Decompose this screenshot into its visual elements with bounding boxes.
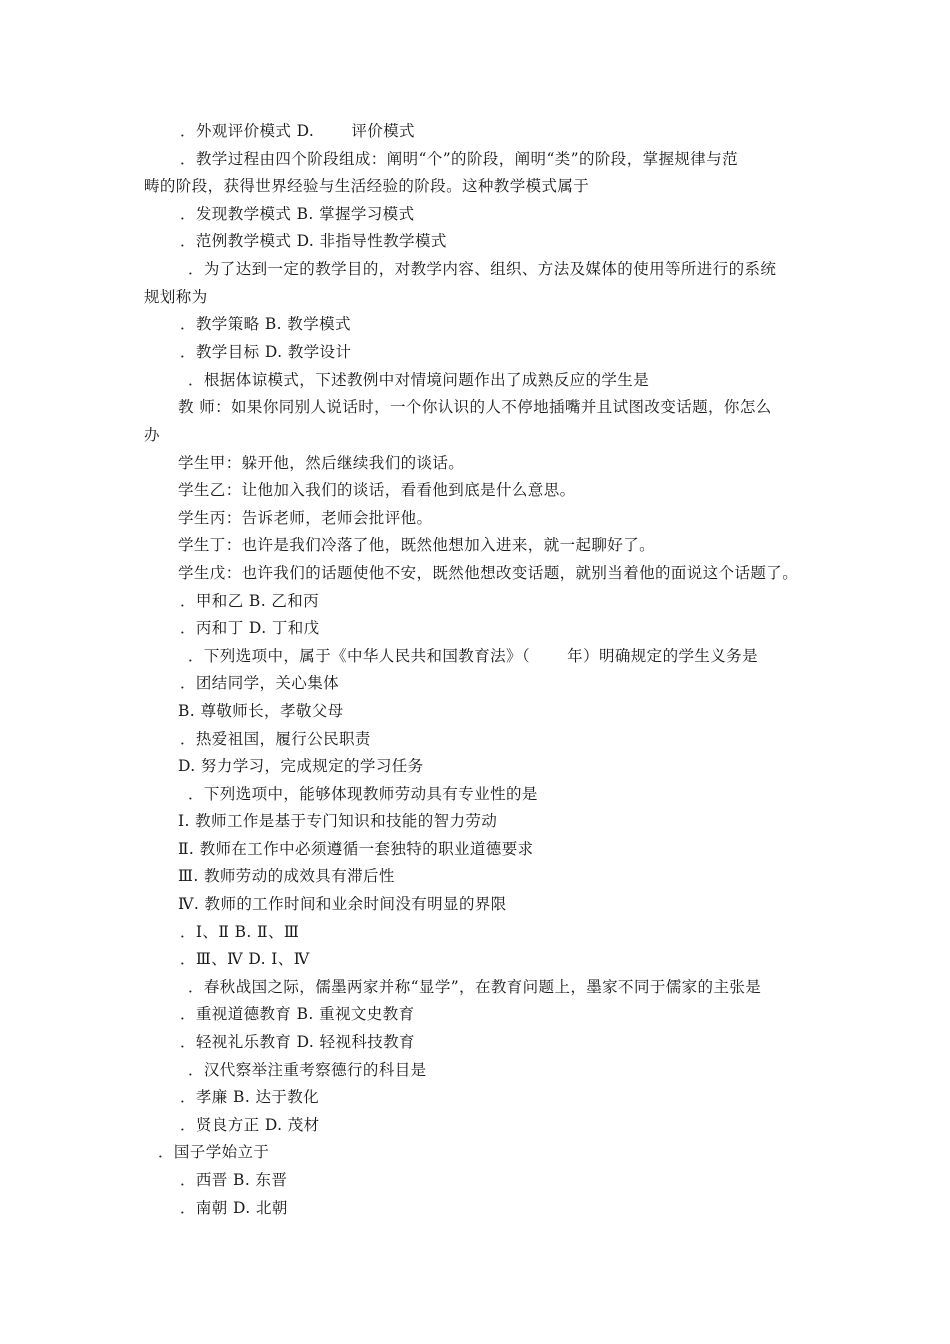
- text-line: 规划称为: [144, 288, 208, 306]
- text-line: Ⅰ. 教师工作是基于专门知识和技能的智力劳动: [178, 812, 498, 830]
- text-line: ．根据体谅模式，下述教例中对情境问题作出了成熟反应的学生是: [188, 371, 650, 389]
- text-line: ．轻视礼乐教育 D. 轻视科技教育: [180, 1033, 415, 1051]
- text-line: ．教学过程由四个阶段组成：阐明“个”的阶段，阐明“类”的阶段，掌握规律与范: [180, 150, 738, 168]
- text-line: ．外观评价模式 D. 评价模式: [180, 122, 415, 140]
- text-line: ．春秋战国之际，儒墨两家并称“显学”，在教育问题上，墨家不同于儒家的主张是: [188, 978, 762, 996]
- text-line: ．丙和丁 D. 丁和戊: [180, 619, 320, 637]
- text-line: ．下列选项中，属于《中华人民共和国教育法》（ 年）明确规定的学生义务是: [188, 647, 758, 665]
- text-line: ．孝廉 B. 达于教化: [180, 1088, 320, 1106]
- text-line: 学生戊：也许我们的话题使他不安，既然他想改变话题，就别当着他的面说这个话题了。: [178, 564, 799, 582]
- text-line: 办: [144, 426, 160, 444]
- text-line: ．团结同学，关心集体: [180, 674, 340, 692]
- text-line: ．为了达到一定的教学目的，对教学内容、组织、方法及媒体的使用等所进行的系统: [188, 260, 777, 278]
- text-line: 学生乙：让他加入我们的谈话，看看他到底是什么意思。: [178, 481, 576, 499]
- text-line: 教 师：如果你同别人说话时，一个你认识的人不停地插嘴并且试图改变话题，你怎么: [178, 398, 772, 416]
- text-line: ．甲和乙 B. 乙和丙: [180, 592, 320, 610]
- text-line: Ⅲ. 教师劳动的成效具有滞后性: [178, 867, 395, 885]
- text-line: ．贤良方正 D. 茂材: [180, 1116, 320, 1134]
- text-line: ．国子学始立于: [158, 1143, 270, 1161]
- text-line: ．教学策略 B. 教学模式: [180, 315, 351, 333]
- text-line: 畴的阶段，获得世界经验与生活经验的阶段。这种教学模式属于: [144, 177, 590, 195]
- text-line: ．教学目标 D. 教学设计: [180, 343, 352, 361]
- text-line: Ⅱ. 教师在工作中必须遵循一套独特的职业道德要求: [178, 840, 534, 858]
- text-line: ．重视道德教育 B. 重视文史教育: [180, 1005, 415, 1023]
- text-line: ．热爱祖国，履行公民职责: [180, 730, 371, 748]
- text-line: ．汉代察举注重考察德行的科目是: [188, 1061, 427, 1079]
- text-line: ．南朝 D. 北朝: [180, 1199, 288, 1217]
- text-line: ．Ⅰ、Ⅱ B. Ⅱ、Ⅲ: [180, 923, 300, 941]
- text-line: B. 尊敬师长，孝敬父母: [178, 702, 344, 720]
- text-line: D. 努力学习，完成规定的学习任务: [178, 757, 424, 775]
- text-line: ．下列选项中，能够体现教师劳动具有专业性的是: [188, 785, 538, 803]
- text-line: ．发现教学模式 B. 掌握学习模式: [180, 205, 415, 223]
- text-line: 学生甲：躲开他，然后继续我们的谈话。: [178, 454, 465, 472]
- text-line: Ⅳ. 教师的工作时间和业余时间没有明显的界限: [178, 895, 507, 913]
- text-line: ．西晋 B. 东晋: [180, 1171, 288, 1189]
- text-line: ．范例教学模式 D. 非指导性教学模式: [180, 232, 447, 250]
- text-line: 学生丙：告诉老师，老师会批评他。: [178, 509, 433, 527]
- text-line: 学生丁：也许是我们冷落了他，既然他想加入进来，就一起聊好了。: [178, 536, 656, 554]
- text-line: ．Ⅲ、Ⅳ D. Ⅰ、Ⅳ: [180, 950, 310, 968]
